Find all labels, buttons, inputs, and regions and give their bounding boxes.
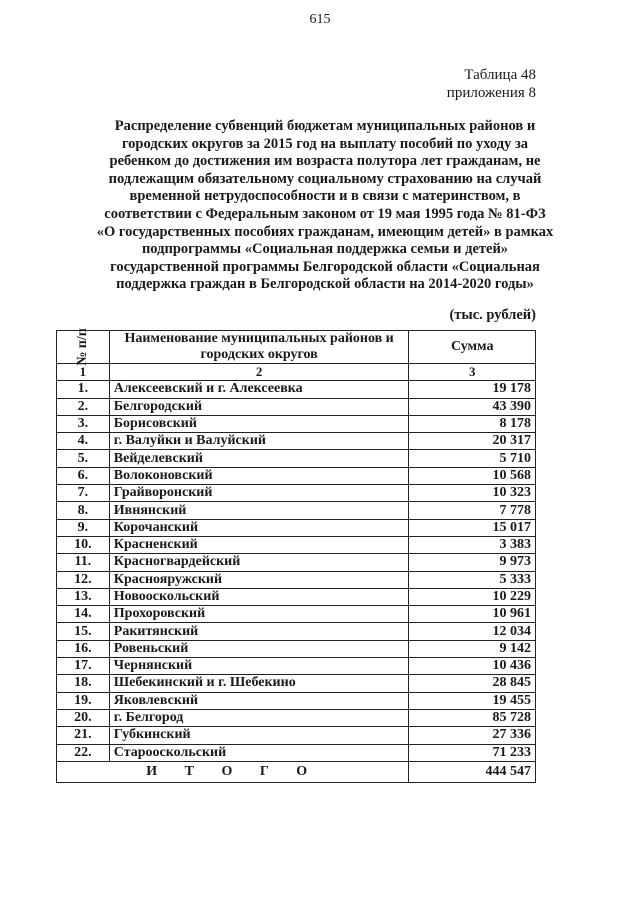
- row-name: Красногвардейский: [109, 554, 409, 571]
- row-sum: 71 233: [409, 744, 536, 761]
- row-name: Алексеевский и г. Алексеевка: [109, 381, 409, 398]
- table-row: [57, 467, 536, 484]
- heading-line: Распределение субвенций бюджетам муниципальных районов и: [114, 118, 536, 134]
- row-name: Вейделевский: [109, 450, 409, 467]
- units-label: (тыс. рублей): [449, 307, 536, 323]
- row-name: Грайворонский: [109, 485, 409, 502]
- row-name: Шебекинский и г. Шебекино: [109, 675, 409, 692]
- row-number: 10.: [57, 536, 110, 553]
- table-row: [57, 571, 536, 588]
- table-row: [57, 675, 536, 692]
- row-name: Ровеньский: [109, 640, 409, 657]
- row-name: Старооскольский: [109, 744, 409, 761]
- header-number: [57, 328, 110, 366]
- row-sum: 10 436: [409, 658, 536, 675]
- row-sum: 85 728: [409, 709, 536, 726]
- heading-line: поддержка граждан в Белгородской области на 2014-2020 годы»: [116, 276, 534, 293]
- table-row: [57, 623, 536, 640]
- row-number: 9.: [57, 519, 110, 536]
- row-name: Прохоровский: [109, 606, 409, 623]
- row-name: г. Белгород: [109, 709, 409, 726]
- table-row: [57, 640, 536, 657]
- table-row: [57, 727, 536, 744]
- table-row: [57, 519, 536, 536]
- row-sum: 19 178: [409, 381, 536, 398]
- row-name: Яковлевский: [109, 692, 409, 709]
- row-name: Чернянский: [109, 658, 409, 675]
- table-row: [57, 485, 536, 502]
- table-header-row: [57, 331, 536, 364]
- row-number: 2.: [57, 398, 110, 415]
- row-sum: 3 383: [409, 536, 536, 553]
- table-body: [57, 381, 536, 762]
- table-row: [57, 588, 536, 605]
- row-number: 4.: [57, 433, 110, 450]
- row-sum: 8 178: [409, 415, 536, 432]
- row-name: Губкинский: [109, 727, 409, 744]
- row-sum: 7 778: [409, 502, 536, 519]
- header-number-label: № п/п: [74, 328, 90, 366]
- total-row: [57, 761, 536, 782]
- row-sum: 43 390: [409, 398, 536, 415]
- table-row: [57, 398, 536, 415]
- row-number: 15.: [57, 623, 110, 640]
- row-number: 19.: [57, 692, 110, 709]
- row-sum: 5 710: [409, 450, 536, 467]
- table-row: [57, 415, 536, 432]
- table-row: [57, 744, 536, 761]
- row-number: 18.: [57, 675, 110, 692]
- row-name: Красненский: [109, 536, 409, 553]
- page-number: 615: [309, 12, 331, 27]
- heading-line: «О государственных пособиях гражданам, имеющим детей» в рамках: [96, 223, 554, 240]
- row-name: Борисовский: [109, 415, 409, 432]
- table-reference-line-1: Таблица 48: [464, 67, 536, 83]
- heading-line: ребенком до достижения им возраста полутора лет гражданам, не: [109, 153, 541, 170]
- table-row: [57, 554, 536, 571]
- subsidy-table: [56, 330, 536, 783]
- row-number: 8.: [57, 502, 110, 519]
- column-index-3: 3: [409, 364, 536, 381]
- row-number: 7.: [57, 485, 110, 502]
- total-sum: 444 547: [409, 761, 536, 782]
- heading-line: подпрограммы «Социальная поддержка семьи и детей»: [141, 241, 509, 258]
- row-sum: 20 317: [409, 433, 536, 450]
- table-row: [57, 536, 536, 553]
- header-sum: Сумма: [409, 331, 536, 364]
- heading-line: соответствии с Федеральным законом от 19 мая 1995 года № 81-ФЗ: [104, 205, 546, 222]
- table-row: [57, 709, 536, 726]
- table-row: [57, 606, 536, 623]
- row-number: 6.: [57, 467, 110, 484]
- heading-line: подлежащим обязательному социальному страхованию на случай: [108, 170, 542, 187]
- table-row: [57, 381, 536, 398]
- row-sum: 5 333: [409, 571, 536, 588]
- row-sum: 19 455: [409, 692, 536, 709]
- row-sum: 9 142: [409, 640, 536, 657]
- table-row: [57, 450, 536, 467]
- row-number: 16.: [57, 640, 110, 657]
- row-name: Ракитянский: [109, 623, 409, 640]
- row-number: 20.: [57, 709, 110, 726]
- document-heading: [60, 118, 590, 294]
- row-number: 22.: [57, 744, 110, 761]
- heading-line: государственной программы Белгородской области «Социальная: [110, 258, 540, 275]
- row-name: Новооскольский: [109, 588, 409, 605]
- row-name: Краснояружский: [109, 571, 409, 588]
- row-sum: 28 845: [409, 675, 536, 692]
- table-row: [57, 502, 536, 519]
- row-number: 11.: [57, 554, 110, 571]
- heading-line: временной нетрудоспособности и в связи с материнством, в: [129, 188, 521, 205]
- column-index-2: 2: [109, 364, 409, 381]
- table-row: [57, 433, 536, 450]
- row-number: 5.: [57, 450, 110, 467]
- column-index-row: [57, 364, 536, 381]
- row-number: 17.: [57, 658, 110, 675]
- row-name: Корочанский: [109, 519, 409, 536]
- row-name: Волоконовский: [109, 467, 409, 484]
- row-number: 3.: [57, 415, 110, 432]
- row-sum: 9 973: [409, 554, 536, 571]
- row-sum: 27 336: [409, 727, 536, 744]
- table-reference: [447, 66, 536, 102]
- row-number: 12.: [57, 571, 110, 588]
- column-index-1: 1: [57, 364, 110, 381]
- row-name: Белгородский: [109, 398, 409, 415]
- row-sum: 10 229: [409, 588, 536, 605]
- row-name: Ивнянский: [109, 502, 409, 519]
- row-sum: 15 017: [409, 519, 536, 536]
- row-sum: 12 034: [409, 623, 536, 640]
- row-name: г. Валуйки и Валуйский: [109, 433, 409, 450]
- table-reference-line-2: приложения 8: [446, 85, 536, 101]
- row-number: 13.: [57, 588, 110, 605]
- row-sum: 10 961: [409, 606, 536, 623]
- row-number: 21.: [57, 727, 110, 744]
- table-row: [57, 658, 536, 675]
- row-number: 14.: [57, 606, 110, 623]
- table-row: [57, 692, 536, 709]
- row-number: 1.: [57, 381, 110, 398]
- row-sum: 10 568: [409, 467, 536, 484]
- heading-line: городских округов за 2015 год на выплату пособий по уходу за: [121, 135, 529, 152]
- header-name: Наименование муниципальных районов и городских округов: [109, 331, 409, 364]
- row-sum: 10 323: [409, 485, 536, 502]
- total-label: И Т О Г О: [57, 761, 409, 782]
